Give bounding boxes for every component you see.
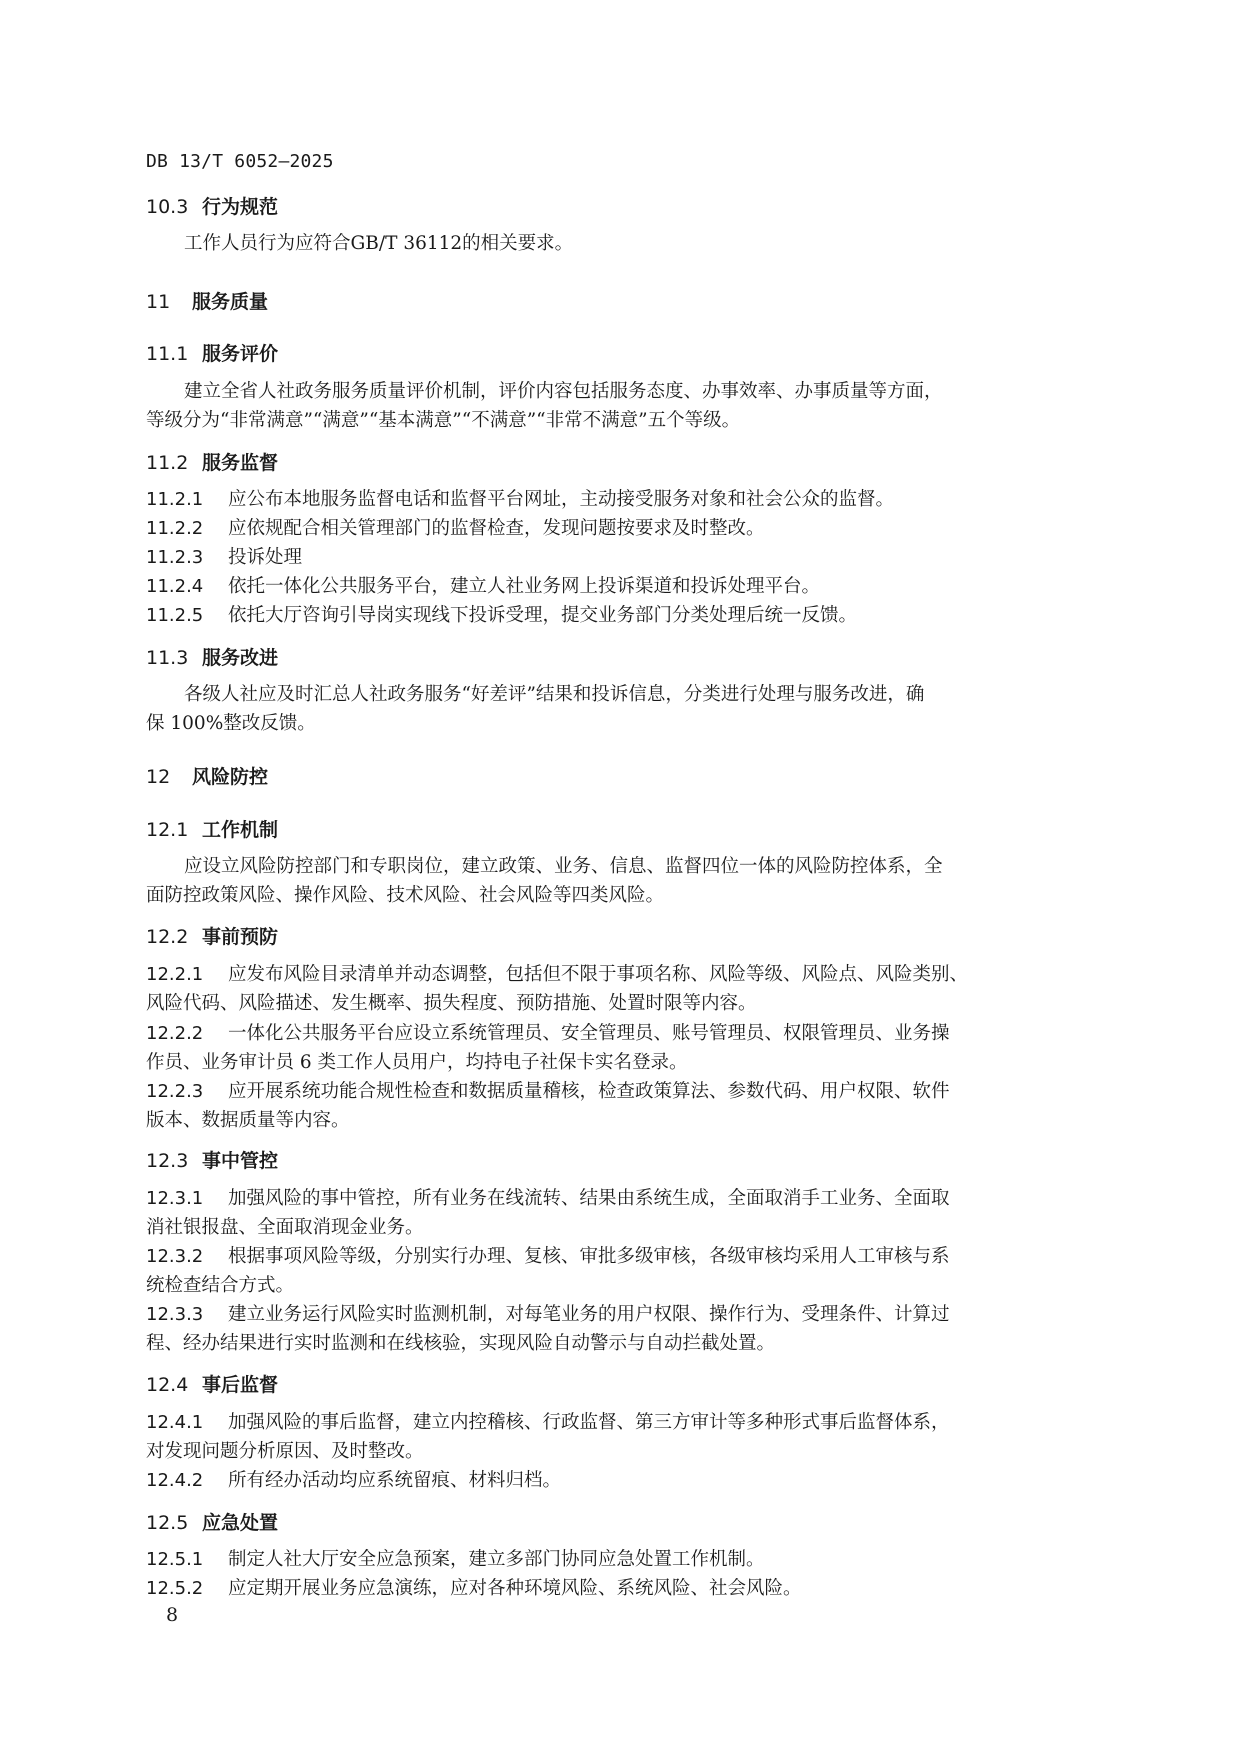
- section-number: 12: [146, 766, 171, 788]
- section-title: 事中管控: [202, 1150, 279, 1172]
- section-title: 服务质量: [192, 291, 269, 313]
- clause-12-4-2: 12.4.2 所有经办活动均应系统留痕、材料归档。: [146, 1470, 562, 1491]
- document-header: DB 13/T 6052—2025: [146, 151, 334, 172]
- section-title: 事前预防: [202, 926, 279, 948]
- section-heading-12-2: [146, 922, 278, 949]
- section-number: 11.3: [146, 647, 189, 669]
- section-heading-11-3: [146, 643, 278, 670]
- section-title: 服务监督: [202, 452, 279, 474]
- section-heading-11-1: [146, 339, 278, 366]
- section-heading-10-3: [146, 192, 278, 219]
- section-heading-12-5: [146, 1508, 278, 1535]
- clause-11-2-4: 11.2.4 依托一体化公共服务平台，建立人社业务网上投诉渠道和投诉处理平台。: [146, 576, 821, 597]
- section-number: 12.4: [146, 1374, 189, 1396]
- section-title: 应急处置: [202, 1512, 279, 1534]
- clause-12-3-2: 12.3.2 根据事项风险等级，分别实行办理、复核、审批多级审核，各级审核均采用人工审核与系 统检查结合方式。: [146, 1246, 950, 1296]
- section-heading-12: [146, 762, 268, 789]
- clause-12-2-2: 12.2.2 一体化公共服务平台应设立系统管理员、安全管理员、账号管理员、权限管理员、业务操 作员、业务审计员 6 类工作人员用户，均持电子社保卡实名登录。: [146, 1023, 950, 1073]
- clause-11-2-1: 11.2.1 应公布本地服务监督电话和监督平台网址，主动接受服务对象和社会公众的监督。: [146, 489, 895, 510]
- section-heading-12-1: [146, 815, 278, 842]
- section-number: 11.2: [146, 452, 189, 474]
- section-title: 服务改进: [202, 647, 279, 669]
- clause-12-3-3: 12.3.3 建立业务运行风险实时监测机制，对每笔业务的用户权限、操作行为、受理条件、计算过 程、经办结果进行实时监测和在线核验，实现风险自动警示与自动拦截处置。: [146, 1304, 950, 1354]
- clause-11-2-3: 11.2.3 投诉处理: [146, 547, 303, 568]
- section-title: 服务评价: [202, 343, 279, 365]
- section-title: 工作机制: [202, 819, 279, 841]
- section-number: 12.5: [146, 1512, 189, 1534]
- paragraph-11-1: 建立全省人社政务服务质量评价机制，评价内容包括服务态度、办事效率、办事质量等方面， 等级分为“非常满意”“满意”“基本满意”“不满意”“非常不满意”五个等级。: [146, 381, 943, 431]
- section-number: 12.2: [146, 926, 189, 948]
- clause-12-3-1: 12.3.1 加强风险的事中管控，所有业务在线流转、结果由系统生成，全面取消手工业务、全面取 消社银报盘、全面取消现金业务。: [146, 1188, 950, 1238]
- section-heading-12-4: [146, 1370, 278, 1397]
- section-heading-12-3: [146, 1146, 278, 1173]
- section-title: 风险防控: [192, 766, 269, 788]
- section-number: 11.1: [146, 343, 189, 365]
- section-heading-11-2: [146, 448, 278, 475]
- section-title: 事后监督: [202, 1374, 279, 1396]
- clause-11-2-5: 11.2.5 依托大厅咨询引导岗实现线下投诉受理，提交业务部门分类处理后统一反馈。: [146, 605, 858, 626]
- section-heading-11: [146, 287, 268, 314]
- clause-12-2-1: 12.2.1 应发布风险目录清单并动态调整，包括但不限于事项名称、风险等级、风险点、风险类别、 风险代码、风险描述、发生概率、损失程度、预防措施、处置时限等内容。: [146, 964, 969, 1014]
- paragraph-11-3: 各级人社应及时汇总人社政务服务“好差评”结果和投诉信息，分类进行处理与服务改进，确 保 100%整改反馈。: [146, 684, 925, 734]
- clause-12-2-3: 12.2.3 应开展系统功能合规性检查和数据质量稽核，检查政策算法、参数代码、用户权限、软件 版本、数据质量等内容。: [146, 1081, 950, 1131]
- section-number: 12.1: [146, 819, 189, 841]
- clause-11-2-2: 11.2.2 应依规配合相关管理部门的监督检查，发现问题按要求及时整改。: [146, 518, 765, 539]
- clause-12-4-1: 12.4.1 加强风险的事后监督，建立内控稽核、行政监督、第三方审计等多种形式事后监督体系， 对发现问题分析原因、及时整改。: [146, 1412, 950, 1462]
- page-number: 8: [166, 1604, 179, 1626]
- paragraph-10-3: 工作人员行为应符合GB/T 36112的相关要求。: [184, 233, 574, 254]
- section-number: 12.3: [146, 1150, 189, 1172]
- paragraph-12-1: 应设立风险防控部门和专职岗位，建立政策、业务、信息、监督四位一体的风险防控体系，全 面防控政策风险、操作风险、技术风险、社会风险等四类风险。: [146, 856, 943, 906]
- section-title: 行为规范: [202, 196, 279, 218]
- clause-12-5-2: 12.5.2 应定期开展业务应急演练，应对各种环境风险、系统风险、社会风险。: [146, 1578, 802, 1599]
- section-number: 10.3: [146, 196, 189, 218]
- clause-12-5-1: 12.5.1 制定人社大厅安全应急预案，建立多部门协同应急处置工作机制。: [146, 1549, 765, 1570]
- section-number: 11: [146, 291, 171, 313]
